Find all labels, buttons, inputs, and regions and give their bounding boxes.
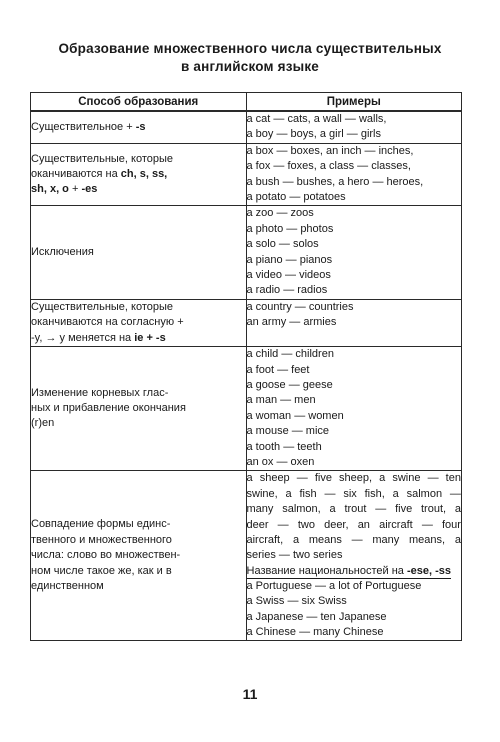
example-line: a Swiss — six Swiss <box>246 595 347 608</box>
method-line <box>31 182 246 197</box>
example-word: five <box>395 503 413 516</box>
method-cell <box>31 206 247 299</box>
example-line: a man — men <box>246 394 316 407</box>
example-line <box>247 518 462 533</box>
example-word: — <box>324 487 336 500</box>
example-line: a Portuguese — a lot of Portuguese <box>246 579 422 592</box>
example-line: a radio — radios <box>246 284 328 297</box>
examples-cell <box>246 143 462 206</box>
example-word: sheep, <box>339 472 373 485</box>
method-text: твенного и множественного <box>31 533 172 546</box>
example-line <box>247 502 462 517</box>
method-text: ch, s, ss, <box>120 167 168 180</box>
method-text: Существительные, которые <box>31 152 174 165</box>
method-line <box>31 533 246 548</box>
example-line: a goose — geese <box>246 378 333 391</box>
method-cell <box>31 299 247 346</box>
method-line <box>31 331 246 346</box>
examples-cell <box>246 111 462 143</box>
example-line: an ox — oxen <box>246 455 315 468</box>
table-row <box>31 206 462 299</box>
example-word: aircraft <box>379 518 413 531</box>
example-word: — <box>449 487 461 500</box>
examples-cell <box>246 471 462 641</box>
method-line <box>31 300 246 315</box>
method-text: ных и прибавление окончания <box>31 402 186 415</box>
examples-cell <box>246 299 462 346</box>
method-cell <box>31 471 247 641</box>
method-text: sh, x, o <box>31 183 69 196</box>
method-line <box>31 120 246 135</box>
title-line-2: в английском языке <box>180 59 320 74</box>
method-text: Изменение корневых глас- <box>31 386 169 399</box>
example-line: a fox — foxes, a class — classes, <box>246 160 411 173</box>
example-word: — <box>351 533 363 546</box>
example-word: swine, <box>246 487 278 500</box>
example-word: fish, <box>364 487 385 500</box>
example-word: a <box>329 503 336 516</box>
example-word: a <box>454 503 461 516</box>
method-line <box>31 564 246 579</box>
method-line <box>31 167 246 182</box>
example-word: — <box>421 518 433 531</box>
example-line: a cat — cats, a wall — walls, <box>246 113 387 125</box>
method-line <box>31 245 246 260</box>
table-row <box>31 347 462 471</box>
method-text: Исключения <box>31 245 94 258</box>
nationalities-subheading <box>247 564 452 579</box>
title-line-1: Образование множественного числа существительных <box>58 41 442 56</box>
example-line: a zoo — zoos <box>246 207 314 220</box>
example-line: a Japanese — ten Japanese <box>246 610 387 623</box>
example-word: salmon <box>406 487 443 500</box>
example-line: a bush — bushes, a hero — heroes, <box>246 175 424 188</box>
table-row <box>31 143 462 206</box>
method-text: числа: слово во множествен- <box>31 549 181 562</box>
example-line: a country — countries <box>246 300 354 313</box>
method-cell <box>31 111 247 143</box>
page-number: 11 <box>242 686 258 702</box>
method-text: единственном <box>31 579 104 592</box>
example-word: aircraft, <box>246 533 284 546</box>
method-line <box>31 579 246 594</box>
method-text: ном числе такое же, как и в <box>31 564 172 577</box>
table-row <box>31 111 462 143</box>
table-row <box>31 299 462 346</box>
method-cell <box>31 143 247 206</box>
example-line: a woman — women <box>246 409 344 422</box>
table-header-row <box>31 93 462 112</box>
example-word: — <box>296 472 308 485</box>
example-word: — <box>427 472 439 485</box>
method-text: Существительные, которые <box>31 300 174 313</box>
header-method: Способ образования <box>31 93 247 112</box>
example-line: a video — videos <box>246 269 331 282</box>
example-word: trout, <box>420 503 447 516</box>
example-line: a Chinese — many Chinese <box>246 626 384 638</box>
example-line: an army — armies <box>246 316 337 329</box>
example-word: six <box>343 487 357 500</box>
header-examples: Примеры <box>246 93 462 112</box>
example-word: a <box>392 487 399 500</box>
example-word: — <box>277 518 289 531</box>
example-word: five <box>314 472 332 485</box>
example-word: swine <box>392 472 421 485</box>
example-word: deer <box>246 518 269 531</box>
plural-formation-table <box>30 92 462 641</box>
example-word: means, <box>409 533 446 546</box>
example-line <box>247 471 462 486</box>
method-line <box>31 416 246 431</box>
example-word: four <box>441 518 461 531</box>
method-text: оканчиваются на <box>31 167 121 180</box>
example-word: deer, <box>324 518 349 531</box>
method-line <box>31 548 246 563</box>
example-line: a boy — boys, a girl — girls <box>246 128 381 141</box>
example-line: a foot — feet <box>246 363 310 376</box>
method-cell <box>31 347 247 471</box>
example-word: a <box>246 472 253 485</box>
example-word: a <box>454 533 461 546</box>
table-body <box>31 111 462 641</box>
example-word: a <box>285 487 292 500</box>
example-line: a box — boxes, an inch — inches, <box>246 144 414 157</box>
example-word: — <box>375 503 387 516</box>
method-line <box>31 517 246 532</box>
method-text: ie + -s <box>134 331 166 344</box>
method-text: -es <box>81 183 98 196</box>
method-text: (r)en <box>31 417 55 430</box>
example-word: fish <box>299 487 317 500</box>
method-text: + <box>68 183 82 196</box>
example-line: series — two series <box>246 549 343 562</box>
method-text: Существительное + <box>31 120 136 133</box>
example-line: a photo — photos <box>246 222 334 235</box>
example-line <box>247 487 462 502</box>
example-word: sheep <box>259 472 290 485</box>
method-text: -y, → y меняется на <box>31 331 135 344</box>
example-line: a potato — potatoes <box>246 191 346 204</box>
example-line: a piano — pianos <box>246 253 333 266</box>
page-title <box>0 40 500 76</box>
example-line <box>247 533 462 548</box>
example-word: trout <box>344 503 367 516</box>
method-text: оканчиваются на согласную + <box>31 316 184 329</box>
example-line: a tooth — teeth <box>246 440 322 453</box>
example-word: two <box>297 518 315 531</box>
example-word: many <box>246 503 274 516</box>
examples-cell <box>246 206 462 299</box>
table-row <box>31 471 462 641</box>
method-line <box>31 386 246 401</box>
example-line: a child — children <box>246 348 334 361</box>
example-word: an <box>357 518 370 531</box>
example-word: ten <box>445 472 461 485</box>
method-line <box>31 401 246 416</box>
method-text: Совпадение формы единс- <box>31 518 171 531</box>
method-text: -s <box>135 120 146 133</box>
example-word: many <box>372 533 400 546</box>
examples-cell <box>246 347 462 471</box>
method-line <box>31 315 246 330</box>
example-word: salmon, <box>282 503 321 516</box>
example-word: a <box>379 472 386 485</box>
method-line <box>31 152 246 167</box>
example-line: a mouse — mice <box>246 425 330 438</box>
example-line: a solo — solos <box>246 238 319 251</box>
example-word: means <box>308 533 342 546</box>
example-word: a <box>292 533 300 546</box>
subheading-text: Название национальностей на <box>246 564 407 577</box>
subheading-text: -ese, -ss <box>406 564 452 577</box>
